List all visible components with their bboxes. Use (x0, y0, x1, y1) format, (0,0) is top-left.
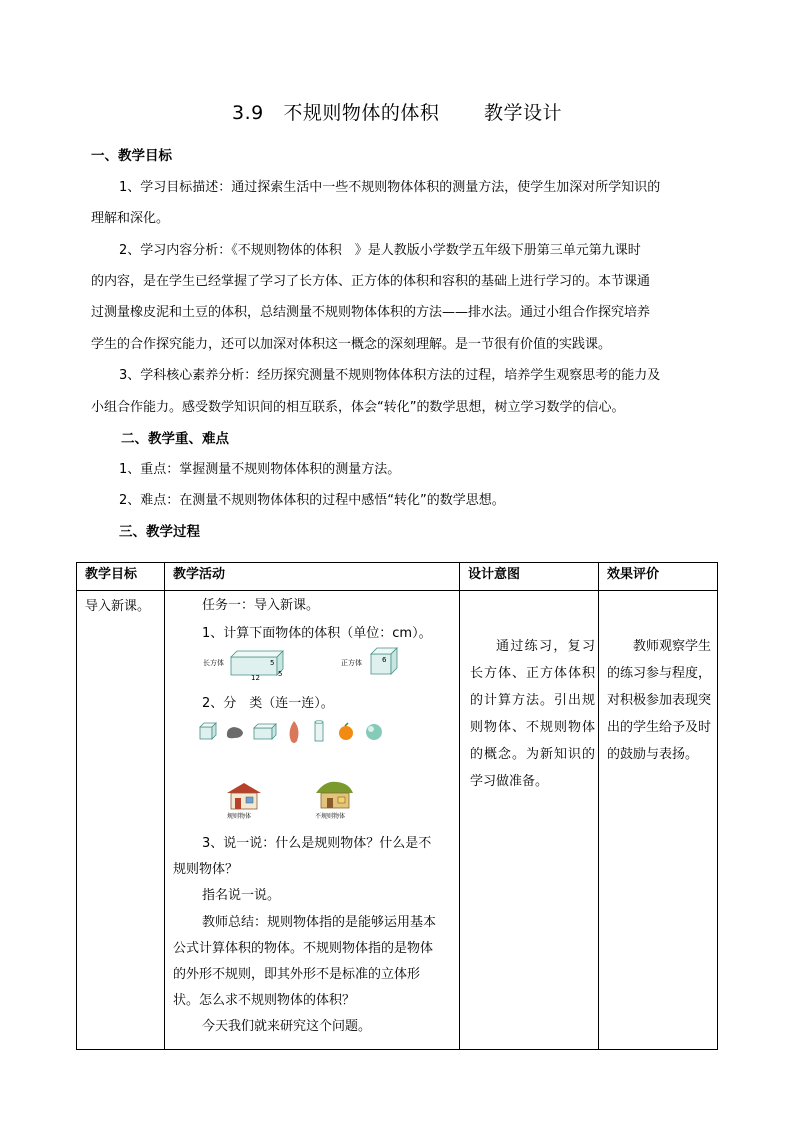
goal-p2a: 2、学习内容分析：《不规则物体的体积 》是人教版小学数学五年级下册第三单元第九课时 (119, 243, 641, 258)
table-header-row (77, 563, 718, 591)
title-suffix: 教学设计 (483, 102, 562, 124)
small-cube-icon (200, 723, 216, 739)
activity-cell (165, 591, 460, 1050)
evaluation-cell (599, 591, 718, 1050)
objects-row (197, 719, 397, 747)
evaluation-text: 教师观察学生的练习参与程度，对积极参加表现突出的学生给予及时的鼓励与表扬。 (607, 639, 712, 762)
summary-2: 公式计算体积的物体。不规则物体指的是物体 (173, 941, 434, 956)
house-icon (223, 781, 267, 811)
regular-house-label: 规则物体 (227, 813, 252, 820)
lesson-table (76, 562, 718, 1050)
goal-p2b: 的内容，是在学生已经掌握了学习了长方体、正方体的体积和容积的基础上进行学习的。本节课通 (91, 274, 651, 289)
irregular-house-label: 不规则物体 (315, 813, 346, 820)
header-intent: 设计意图 (460, 563, 599, 591)
cottage-icon (313, 779, 357, 811)
header-goal: 教学目标 (77, 563, 165, 591)
header-evaluation: 效果评价 (599, 563, 718, 591)
summary-5: 今天我们就来研究这个问题。 (202, 1019, 372, 1034)
cube-edge: 6 (382, 656, 387, 664)
summary-3: 的外形不规则，即其外形不是标准的立体形 (173, 967, 421, 982)
section2-heading: 二、教学重、难点 (121, 431, 229, 447)
table-row (77, 591, 718, 1050)
cylinder-icon (315, 721, 323, 742)
question-1: 1、计算下面物体的体积（单位：cm）。 (202, 626, 432, 641)
lesson-number: 3.9 (232, 102, 264, 124)
task-title: 任务一：导入新课。 (202, 598, 320, 613)
header-activity: 教学活动 (165, 563, 460, 591)
regular-house-figure (223, 781, 269, 821)
goal-p3b: 小组合作能力。感受数学知识间的相互联系，体会“转化”的数学思想，树立学习数学的信心。 (91, 400, 625, 415)
stone-icon (227, 727, 243, 738)
sphere-icon (366, 724, 382, 740)
cube-label: 正方体 (341, 659, 362, 667)
question-3c: 指名说一说。 (202, 888, 281, 903)
key-point: 1、重点：掌握测量不规则物体体积的测量方法。 (119, 462, 401, 477)
question-2: 2、分 类（连一连）。 (202, 696, 334, 711)
goal-p2d: 学生的合作探究能力，还可以加深对体积这一概念的深刻理解。是一节很有价值的实践课。 (91, 337, 612, 352)
question-3b: 规则物体？ (173, 862, 239, 877)
goal-p1: 1、学习目标描述：通过探索生活中一些不规则物体体积的测量方法，使学生加深对所学知识的 (119, 180, 661, 195)
summary-1: 教师总结：规则物体指的是能够运用基本 (202, 915, 437, 930)
goal-p2c: 过测量橡皮泥和土豆的体积，总结测量不规则物体体积的方法——排水法。通过小组合作探究培养 (91, 305, 651, 320)
irregular-house-figure (313, 779, 361, 821)
question-3a: 3、说一说：什么是规则物体？什么是不 (202, 836, 432, 851)
intent-text: 通过练习，复习长方体、正方体体积的计算方法。引出规则物体、不规则物体的概念。为新知识的学习做准备。 (470, 639, 595, 789)
difficult-point: 2、难点：在测量不规则物体体积的过程中感悟“转化”的数学思想。 (119, 493, 505, 508)
page-title (0, 98, 794, 125)
goal-cell: 导入新课。 (77, 591, 165, 1050)
orange-icon (339, 723, 353, 740)
lesson-topic: 不规则物体的体积 (283, 102, 440, 124)
section3-heading: 三、教学过程 (119, 524, 200, 540)
cuboid-figure (203, 649, 285, 682)
cuboid-label: 长方体 (203, 659, 224, 667)
cuboid-width: 5 (278, 670, 283, 678)
goal-p1b: 理解和深化。 (91, 211, 170, 226)
sweet-potato-icon (290, 721, 299, 743)
goal-p3a: 3、学科核心素养分析：经历探究测量不规则物体体积方法的过程，培养学生观察思考的能力及 (119, 368, 661, 383)
small-cuboid-icon (254, 724, 276, 739)
cuboid-length: 12 (251, 674, 260, 682)
cuboid-height: 5 (270, 659, 275, 667)
cube-icon (341, 647, 401, 677)
cube-figure (341, 647, 401, 675)
intent-cell (460, 591, 599, 1050)
summary-4: 状。怎么求不规则物体的体积？ (173, 993, 356, 1008)
section1-heading: 一、教学目标 (91, 148, 172, 164)
